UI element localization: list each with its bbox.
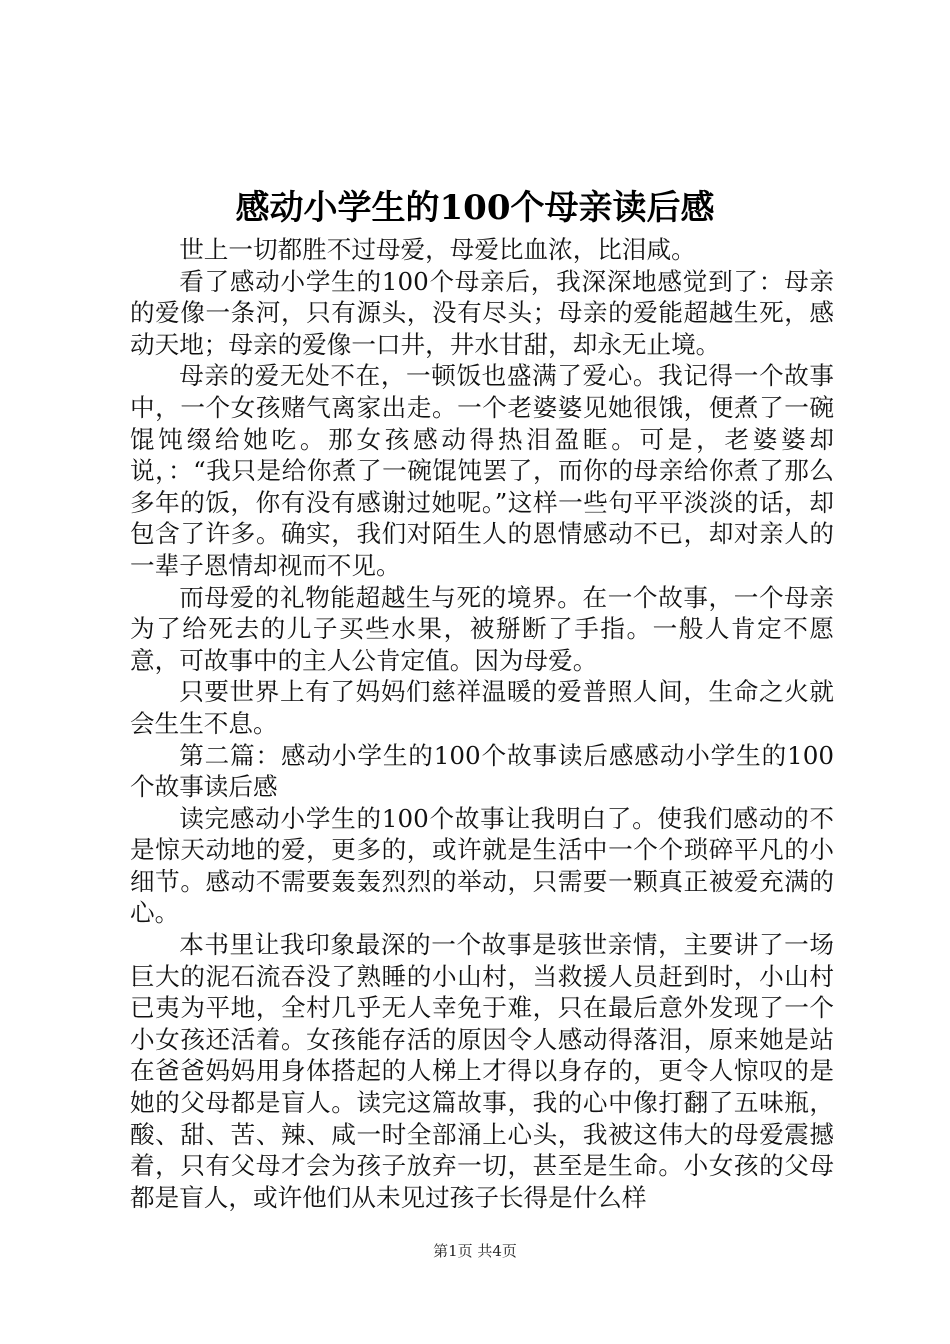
paragraph: 世上一切都胜不过母爱，母爱比血浓，比泪咸。 xyxy=(179,235,696,264)
paragraph: 看了感动小学生的100个母亲后，我深深地感觉到了：母亲的爱像一条河，只有源头，没有尽头；母亲的爱能超越生死，感动天地；母亲的爱像一口井，井水甘甜，却永无止境。 xyxy=(130,266,834,359)
page-number-footer: 第1页 共4页 xyxy=(433,1242,517,1260)
paragraph: 读完感动小学生的100个故事让我明白了。使我们感动的不是惊天动地的爱，更多的，或许就是生活中一个个琐碎平凡的小细节。感动不需要轰轰烈烈的举动，只需要一颗真正被爱充满的心。 xyxy=(130,803,834,928)
paragraph: 而母爱的礼物能超越生与死的境界。在一个故事，一个母亲为了给死去的儿子买些水果，被掰断了手指。一般人肯定不愿意，可故事中的主人公肯定值。因为母爱。 xyxy=(130,582,834,675)
paragraph: 母亲的爱无处不在，一顿饭也盛满了爱心。我记得一个故事中，一个女孩赌气离家出走。一个老婆婆见她很饿，便煮了一碗馄饨缀给她吃。那女孩感动得热泪盈眶。可是，老婆婆却说，：“我只是给你煮了一碗馄饨罢了，而你的母亲给你煮了那么多年的饭，你有没有感谢过她呢。”这样一些句平平淡淡的话，却包含了许多。确实，我们对陌生人的恩情感动不已，却对亲人的一辈子恩情却视而不见。 xyxy=(130,361,834,580)
document-title: 感动小学生的100个母亲读后感 xyxy=(235,188,715,228)
section-heading-paragraph: 第二篇：感动小学生的100个故事读后感感动小学生的100个故事读后感 xyxy=(130,740,834,802)
paragraph: 只要世界上有了妈妈们慈祥温暖的爱普照人间，生命之火就会生生不息。 xyxy=(130,677,834,738)
paragraph: 本书里让我印象最深的一个故事是骇世亲情，主要讲了一场巨大的泥石流吞没了熟睡的小山村，当救援人员赶到时，小山村已夷为平地，全村几乎无人幸免于难，只在最后意外发现了一个小女孩还活着。女孩能存活的原因令人感动得落泪，原来她是站在爸爸妈妈用身体搭起的人梯上才得以身存的，更令人惊叹的是她的父母都是盲人。读完这篇故事，我的心中像打翻了五味瓶，酸、甜、苦、辣、咸一时全部涌上心头，我被这伟大的母爱震撼着，只有父母才会为孩子放弃一切，甚至是生命。小女孩的父母都是盲人，或许他们从未见过孩子长得是什么样 xyxy=(130,930,834,1212)
document-body xyxy=(130,234,834,1213)
